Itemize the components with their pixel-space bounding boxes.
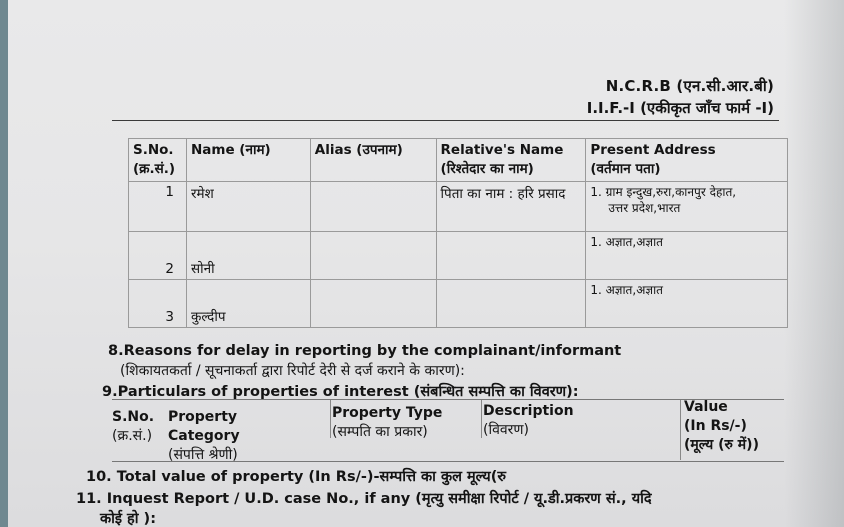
prop-col-category: Property Category (संपत्ति श्रेणी)	[168, 409, 240, 463]
table-row	[129, 232, 788, 280]
table-row	[129, 280, 788, 328]
col-alias: Alias (उपनाम)	[310, 139, 436, 182]
cell-name: सोनी	[186, 232, 310, 280]
iif-header: I.I.F.-I (एकीकृत जाँच फार्म -I)	[586, 99, 774, 117]
section-11-label: 11. Inquest Report / U.D. case No., if any (मृत्यु समीक्षा रिपोर्ट / यू.डी.प्रकरण सं., यदि	[76, 491, 652, 507]
prop-col-type: Property Type (सम्पति का प्रकार)	[332, 405, 443, 440]
section-11-line2: कोई हो ):	[100, 511, 156, 527]
section-10-label: 10. Total value of property (In Rs/-)-सम्पत्ति का कुल मूल्य(रु	[86, 469, 507, 485]
cell-alias	[310, 182, 436, 232]
ncrb-header: N.C.R.B (एन.सी.आर.बी)	[605, 77, 774, 95]
prop-col-value: Value (In Rs/-) (मूल्य (रु में))	[684, 399, 759, 453]
cell-name: कुल्दीप	[186, 280, 310, 328]
header-divider	[112, 120, 779, 121]
section-8-hindi: (शिकायतकर्ता / सूचनाकर्ता द्वारा रिपोर्ट देरी से दर्ज कराने के कारण):	[120, 363, 465, 379]
cell-name: रमेश	[186, 182, 310, 232]
cell-alias	[310, 232, 436, 280]
cell-alias	[310, 280, 436, 328]
cell-sno: 2	[129, 232, 187, 280]
prop-col-description: Description (विवरण)	[483, 403, 574, 438]
section-8-label: 8.Reasons for delay in reporting by the complainant/informant	[108, 343, 622, 359]
col-sno: S.No. (क्र.सं.)	[129, 139, 187, 182]
cell-relative	[436, 280, 586, 328]
prop-col-sno: S.No. (क्र.सं.)	[112, 409, 155, 444]
cell-sno: 3	[129, 280, 187, 328]
cell-relative: पिता का नाम : हरि प्रसाद	[436, 182, 586, 232]
cell-address: 1. अज्ञात,अज्ञात	[586, 280, 788, 328]
table-row	[129, 182, 788, 232]
section-9-label: 9.Particulars of properties of interest (संबन्धित सम्पत्ति का विवरण):	[102, 384, 579, 400]
cell-sno: 1	[129, 182, 187, 232]
table-header-row	[129, 139, 788, 182]
cell-relative	[436, 232, 586, 280]
col-name: Name (नाम)	[186, 139, 310, 182]
col-relative: Relative's Name (रिश्तेदार का नाम)	[436, 139, 586, 182]
col-address: Present Address (वर्तमान पता)	[586, 139, 788, 182]
cell-address: 1. अज्ञात,अज्ञात	[586, 232, 788, 280]
cell-address: 1. ग्राम इन्दुख,रुरा,कानपुर देहात, उत्तर प्रदेश,भारत	[586, 182, 788, 232]
accused-table	[128, 138, 788, 328]
form-page	[8, 0, 844, 527]
